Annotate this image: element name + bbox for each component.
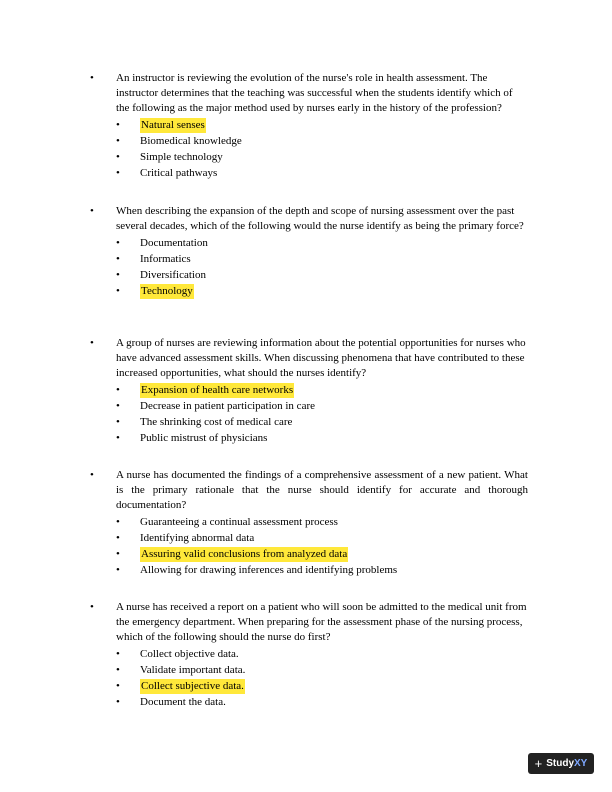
option-text: Documentation	[140, 236, 208, 249]
option-item: • Assuring valid conclusions from analyzed data	[116, 547, 348, 560]
option-text: Guaranteeing a continual assessment process	[140, 515, 338, 528]
option-text: Document the data.	[140, 695, 226, 708]
option-item: • Decrease in patient participation in care	[116, 399, 315, 412]
question-4	[90, 468, 530, 578]
option-text: Critical pathways	[140, 166, 218, 179]
option-text: Validate important data.	[140, 663, 246, 676]
option-item: • Identifying abnormal data	[116, 531, 255, 544]
brand-name-main: Study	[546, 758, 575, 769]
option-item: • Allowing for drawing inferences and identifying problems	[116, 563, 398, 576]
option-item: • Documentation	[116, 236, 208, 249]
option-text-correct: Natural senses	[141, 118, 205, 131]
option-text: Biomedical knowledge	[140, 134, 242, 147]
question-text: A nurse has received a report on a patient who will soon be admitted to the medical unit from the emergency department. When preparing for the assessment phase of the nursing process, which of the following should the nurse do first?	[116, 601, 527, 643]
option-text: Allowing for drawing inferences and identifying problems	[140, 563, 398, 576]
option-item: • Collect subjective data.	[116, 679, 244, 692]
option-item: • Document the data.	[116, 695, 226, 708]
option-list	[116, 646, 530, 710]
option-item: • Natural senses	[116, 118, 205, 131]
option-text: The shrinking cost of medical care	[140, 415, 293, 428]
option-item: • Collect objective data.	[116, 647, 239, 660]
question-1	[90, 71, 530, 181]
question-bullet: •	[90, 469, 94, 481]
option-text: Identifying abnormal data	[140, 531, 255, 544]
question-bullet: •	[90, 337, 94, 349]
option-item: • Simple technology	[116, 150, 223, 163]
option-text-correct: Expansion of health care networks	[141, 383, 294, 396]
option-list	[116, 382, 530, 446]
question-bullet: •	[90, 72, 94, 84]
option-text: Public mistrust of physicians	[140, 431, 268, 444]
question-2	[90, 204, 530, 299]
option-text: Decrease in patient participation in care	[140, 399, 315, 412]
option-text: Collect objective data.	[140, 647, 239, 660]
option-text-correct: Technology	[141, 284, 193, 297]
option-item: • Critical pathways	[116, 166, 218, 179]
question-text: A nurse has documented the findings of a comprehensive assessment of a new patient. What is the primary rationale that the nurse should identify for accurate and thorough documentation?	[116, 469, 528, 511]
option-item: • Validate important data.	[116, 663, 246, 676]
option-item: • The shrinking cost of medical care	[116, 415, 293, 428]
option-item: • Guaranteeing a continual assessment process	[116, 515, 338, 528]
option-item: • Biomedical knowledge	[116, 134, 242, 147]
brand-name-accent: XY	[574, 758, 588, 769]
option-list	[116, 235, 530, 299]
option-item: • Technology	[116, 284, 193, 297]
plus-icon: +	[534, 756, 543, 771]
option-item: • Informatics	[116, 252, 191, 265]
option-text: Simple technology	[140, 150, 223, 163]
option-item: • Diversification	[116, 268, 206, 281]
option-text-correct: Collect subjective data.	[141, 679, 244, 692]
option-list	[116, 117, 530, 181]
option-text-correct: Assuring valid conclusions from analyzed data	[141, 547, 348, 560]
option-text: Diversification	[140, 268, 206, 281]
studyxy-badge[interactable]	[528, 753, 594, 774]
question-bullet: •	[90, 601, 94, 613]
option-item: • Expansion of health care networks	[116, 383, 294, 396]
option-list	[116, 514, 530, 578]
question-3	[90, 336, 530, 446]
option-text: Informatics	[140, 252, 191, 265]
question-bullet: •	[90, 205, 94, 217]
question-text: An instructor is reviewing the evolution of the nurse's role in health assessment. The instructor determines that the teaching was successful when the students identify which of the following as the major method used by nurses early in the history of the profession?	[116, 72, 513, 114]
option-item: • Public mistrust of physicians	[116, 431, 268, 444]
question-text: A group of nurses are reviewing information about the potential opportunities for nurses who have advanced assessment skills. When discussing phenomena that have contributed to these increased opportunities, what should the nurses identify?	[116, 337, 526, 379]
question-5	[90, 600, 530, 710]
question-text: When describing the expansion of the depth and scope of nursing assessment over the past several decades, which of the following would the nurse identify as being the primary force?	[116, 205, 524, 232]
